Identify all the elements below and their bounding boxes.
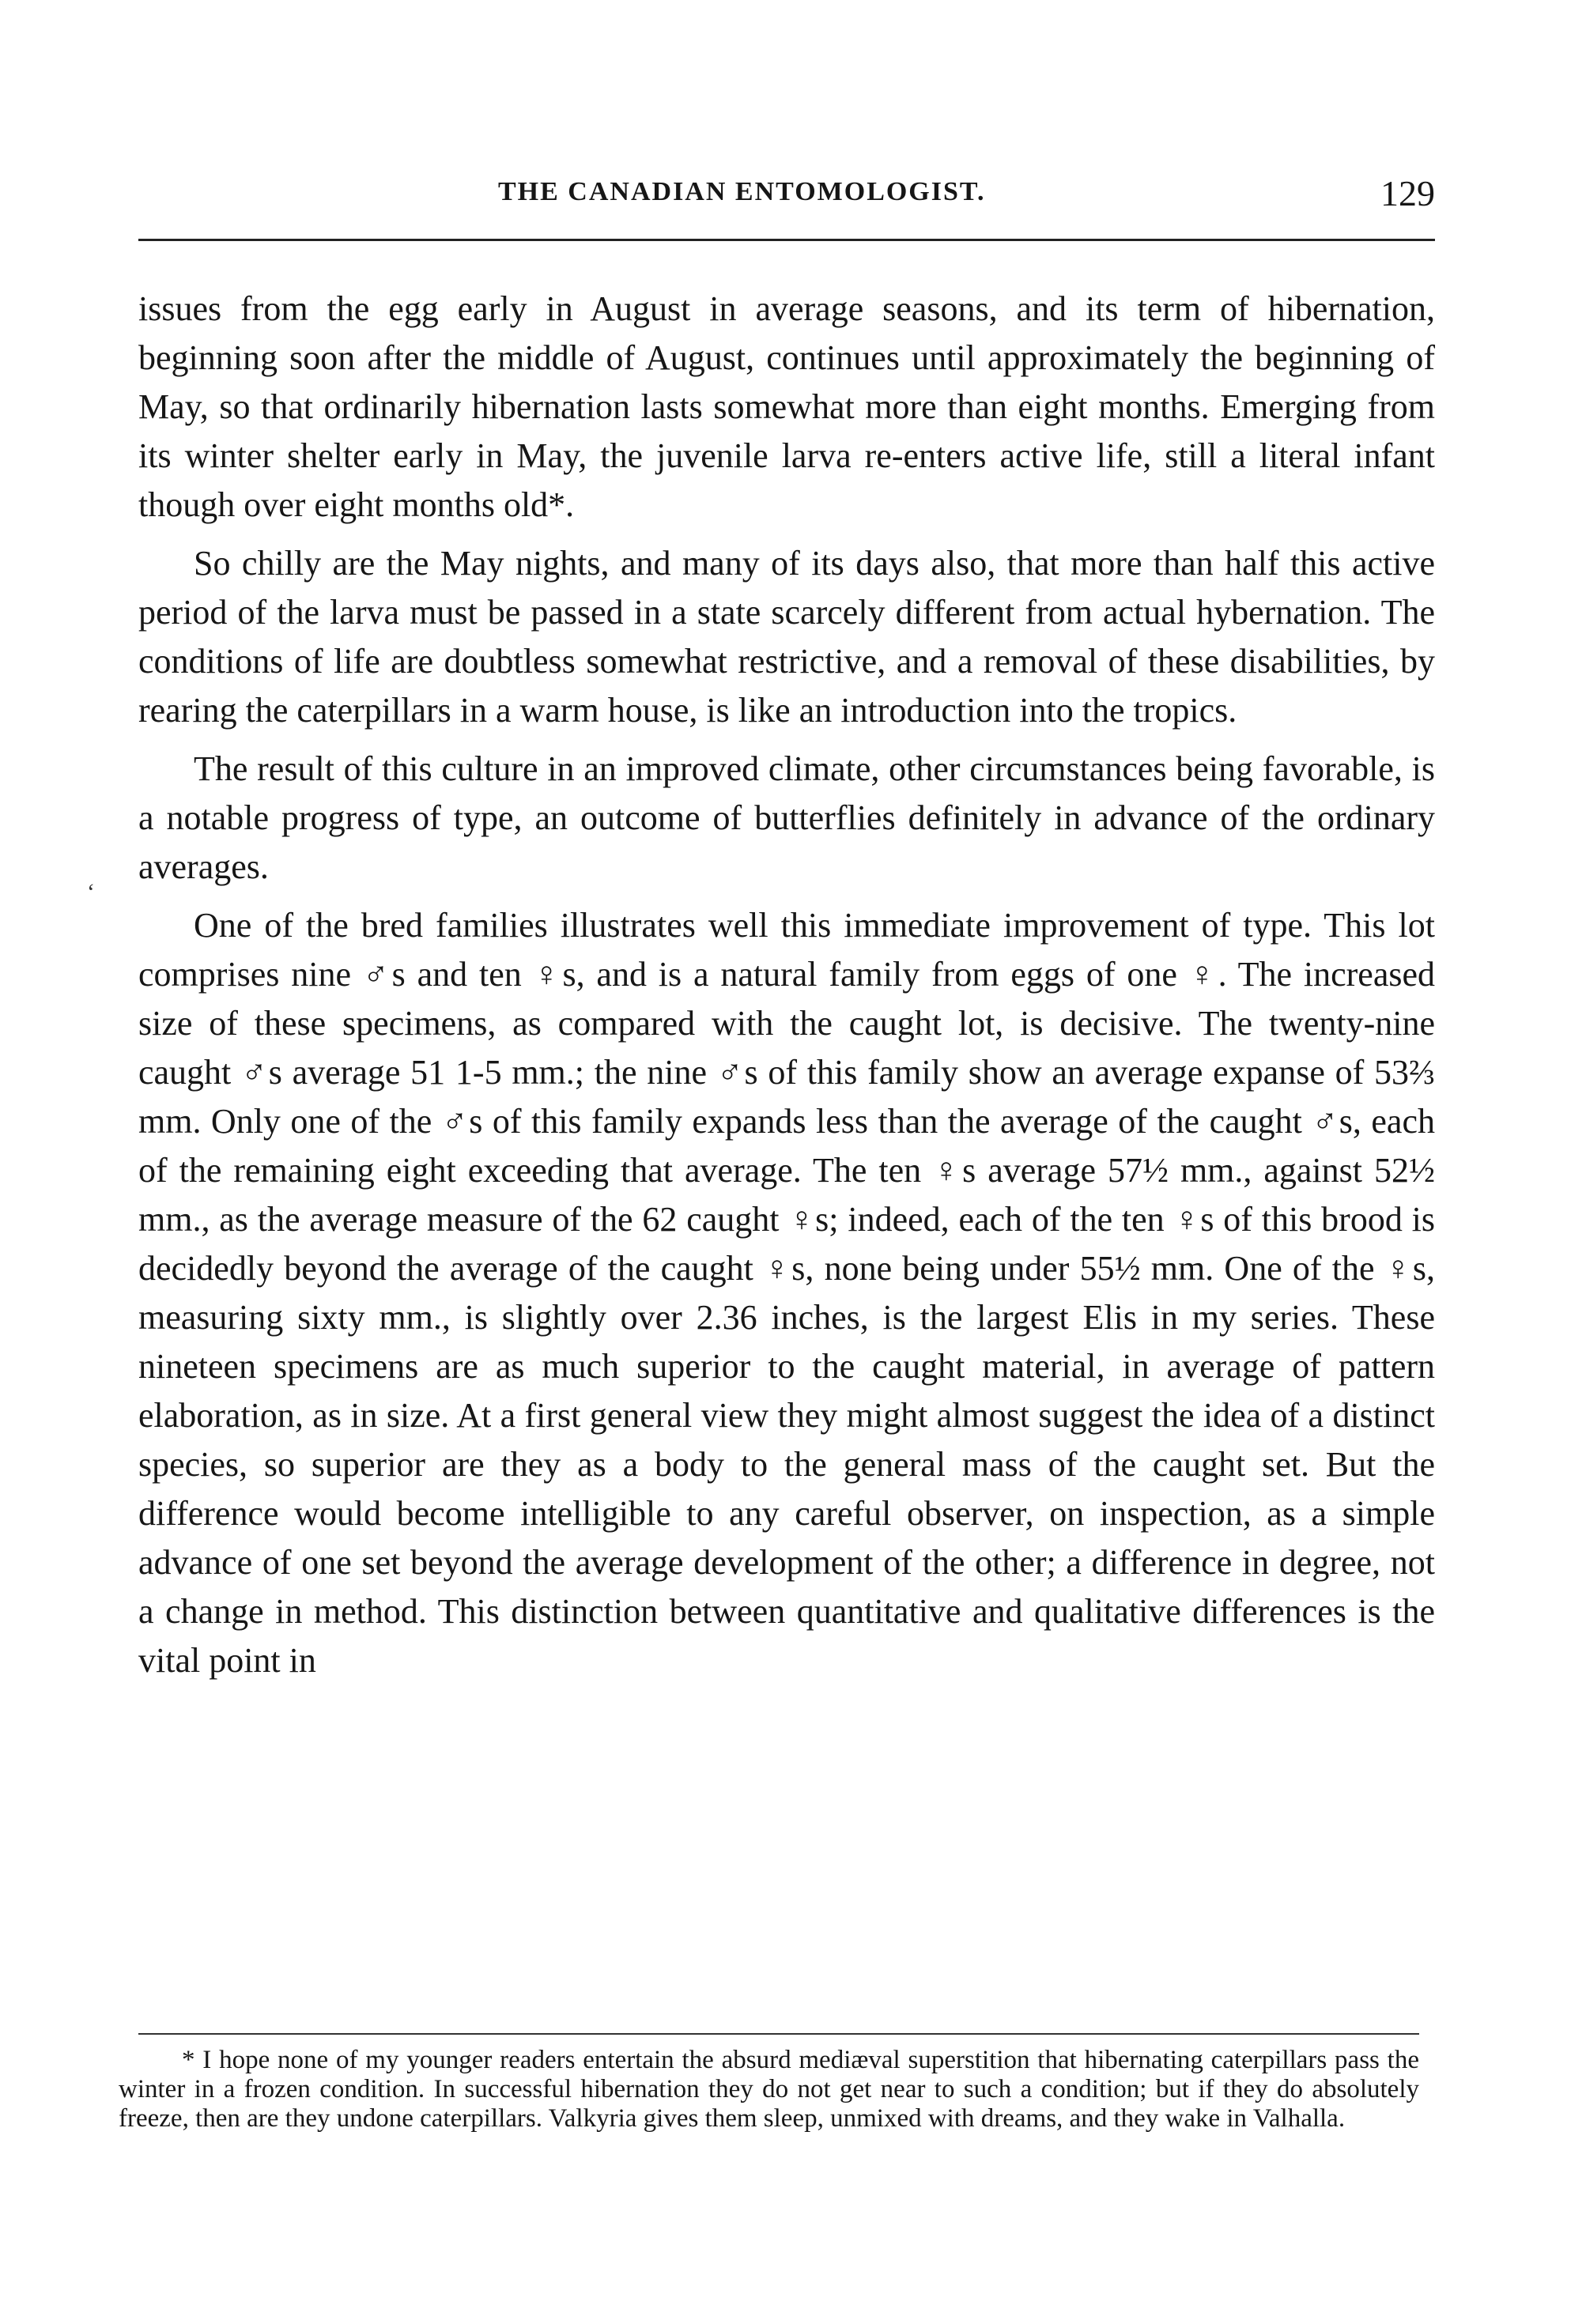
header-rule bbox=[138, 239, 1435, 241]
page-header bbox=[138, 172, 1435, 228]
paragraph-3: The result of this culture in an improved climate, other circumstances being favorable, is a notable progress of type, an outcome of butterflies definitely in advance of the ordinary averages. bbox=[138, 749, 1435, 886]
footnote-rule bbox=[138, 2033, 1419, 2035]
footnote bbox=[119, 2046, 1419, 2133]
margin-mark: ʻ bbox=[87, 879, 95, 905]
paragraph-4: One of the bred families illustrates well this immediate improvement of type. This lot comprises nine ♂s and ten ♀s, and is a natural family from eggs of one ♀. The increased size of these specimens, as compared with the caught lot, is decisive. The twenty-nine caught ♂s average 51 1-5 mm.; the nine ♂s of this family show an average expanse of 53⅔ mm. Only one of the ♂s of this family expands less than the average of the caught ♂s, each of the remaining eight exceeding that average. The ten ♀s average 57½ mm., against 52½ mm., as the average measure of the 62 caught ♀s; indeed, each of the ten ♀s of this brood is decidedly beyond the average of the caught ♀s, none being under 55½ mm. One of the ♀s, measuring sixty mm., is slightly over 2.36 inches, is the largest Elis in my series. These nineteen specimens are as much superior to the caught material, in average of pattern elaboration, as in size. At a first general view they might almost suggest the idea of a distinct species, so superior are they as a body to the general mass of the caught set. But the difference would become intelligible to any careful observer, on inspection, as a simple advance of one set beyond the average development of the other; a difference in degree, not a change in method. This distinction between quantitative and qualitative differences is the vital point in bbox=[138, 906, 1435, 1680]
paragraph-2: So chilly are the May nights, and many of its days also, that more than half this active period of the larva must be passed in a state scarcely different from actual hybernation. The conditions of life are doubtless somewhat restrictive, and a removal of these disabilities, by rearing the caterpillars in a warm house, is like an introduction into the tropics. bbox=[138, 544, 1435, 730]
page-number: 129 bbox=[1380, 173, 1435, 213]
body-text bbox=[138, 285, 1435, 1695]
running-title: THE CANADIAN ENTOMOLOGIST. bbox=[498, 177, 986, 206]
paragraph-1: issues from the egg early in August in average seasons, and its term of hibernation, beginning soon after the middle of August, continues until approximately the beginning of May, so that ordinarily hibernation lasts somewhat more than eight months. Emerging from its winter shelter early in May, the juvenile larva re-enters active life, still a literal infant though over eight months old*. bbox=[138, 289, 1435, 524]
footnote-text: * I hope none of my younger readers entertain the absurd mediæval superstition that hibernating caterpillars pass the winter in a frozen condition. In successful hibernation they do not get near to such a condition; but if they do absolutely freeze, then are they undone caterpillars. Valkyria gives them sleep, unmixed with dreams, and they wake in Valhalla. bbox=[119, 2046, 1419, 2133]
